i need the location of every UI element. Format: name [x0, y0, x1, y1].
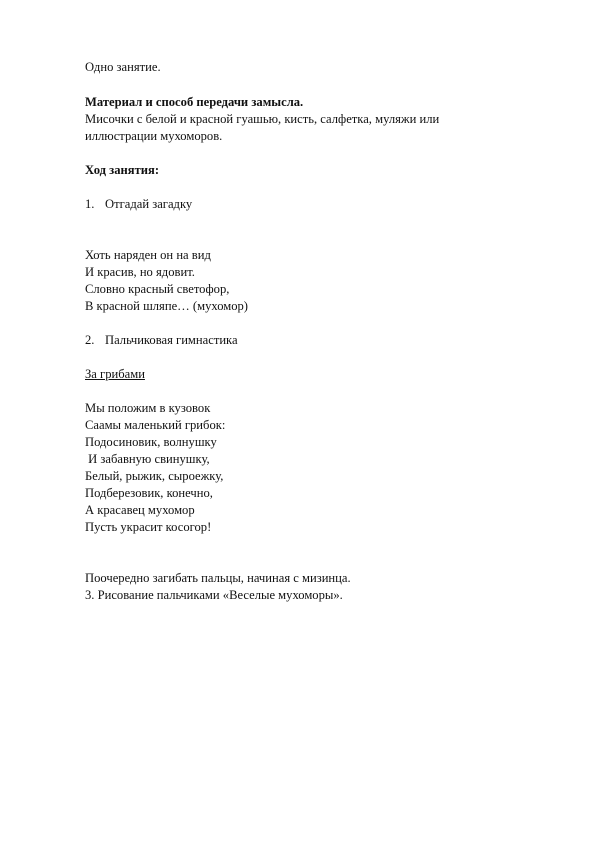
step-2 — [85, 333, 238, 348]
poem-line: Подберезовик, конечно, — [85, 486, 213, 500]
step-3: 3. Рисование пальчиками «Веселые мухоморы». — [85, 588, 343, 602]
intro-text: Одно занятие. — [85, 60, 161, 74]
poem-line: Подосиновик, волнушку — [85, 435, 217, 449]
riddle-line: И красив, но ядовит. — [85, 265, 195, 279]
poem-line: Саамы маленький грибок: — [85, 418, 226, 432]
step-2-title: Пальчиковая гимнастика — [105, 333, 238, 347]
material-heading: Материал и способ передачи замысла. — [85, 95, 304, 109]
step-1 — [85, 197, 192, 212]
instruction-text: Поочередно загибать пальцы, начиная с мизинца. — [85, 571, 351, 585]
poem-line: Белый, рыжик, сыроежку, — [85, 469, 224, 483]
riddle-line: Словно красный светофор, — [85, 282, 230, 296]
step-2-number: 2. — [85, 333, 95, 347]
poem-title: За грибами — [85, 367, 145, 381]
poem-line: Пусть украсит косогор! — [85, 520, 212, 534]
step-1-title: Отгадай загадку — [105, 197, 193, 211]
riddle-line: В красной шляпе… (мухомор) — [85, 299, 249, 313]
poem-line: И забавную свинушку, — [85, 452, 210, 466]
course-heading: Ход занятия: — [85, 163, 160, 177]
poem-line: А красавец мухомор — [85, 503, 195, 517]
poem-line: Мы положим в кузовок — [85, 401, 211, 415]
material-text-line-2: иллюстрации мухоморов. — [85, 129, 223, 143]
riddle-line: Хоть наряден он на вид — [85, 248, 211, 262]
material-text-line-1: Мисочки с белой и красной гуашью, кисть, салфетка, муляжи или — [85, 112, 440, 126]
step-1-number: 1. — [85, 197, 95, 211]
